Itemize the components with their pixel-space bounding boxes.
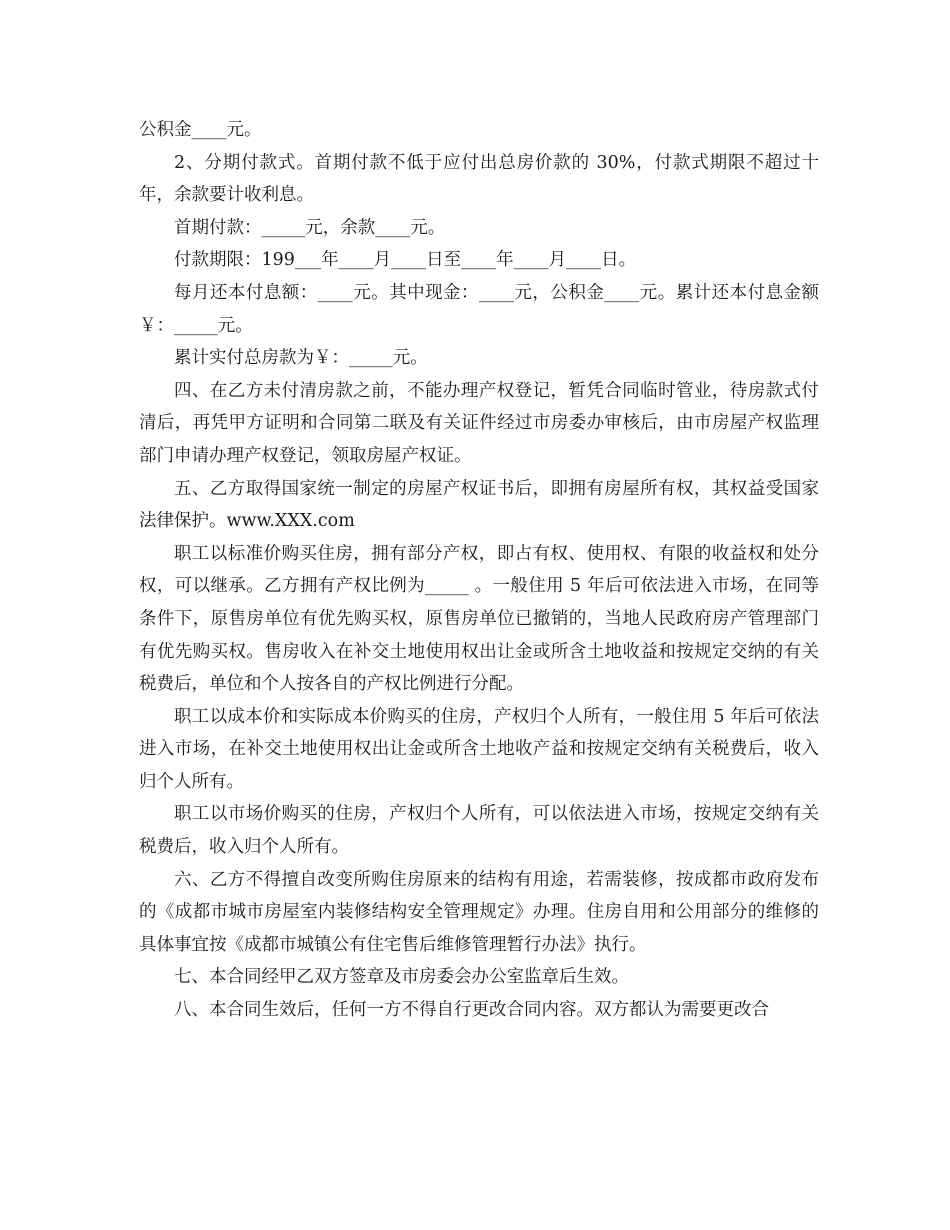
paragraph-standard-price: 职工以标准价购买住房，拥有部分产权，即占有权、使用权、有限的收益权和处分权，可以继承。乙方拥有产权比例为_____ 。一般住用 5 年后可依法进入市场，在同等条件下，原售房单位有优先购买权，原售房单位已撤销的，当地人民政府房产管理部门有优先购买权。售房收入在补交土地使用权出让金或所含土地收益和按规定交纳的有关税费后，单位和个人按各自的产权比例进行分配。 (139, 543, 819, 695)
paragraph-clause-seven: 七、本合同经甲乙双方签章及市房委会办公室监章后生效。 (174, 967, 629, 988)
paragraph-cost-price: 职工以成本价和实际成本价购买的住房，产权归个人所有，一般住用 5 年后可依法进入市场，在补交土地使用权出让金或所含土地收产益和按规定交纳有关税费后，收入归个人所有。 (139, 706, 819, 792)
paragraph-clause-five: 五、乙方取得国家统一制定的房屋产权证书后，即拥有房屋所有权，其权益受国家法律保护。www.XXX.com (139, 478, 819, 532)
paragraph-clause-six: 六、乙方不得擅自改变所购住房原来的结构有用途，若需装修，按成都市政府发布的《成都市城市房屋室内装修结构安全管理规定》办理。住房自用和公用部分的维修的具体事宜按《成都市城镇公有住宅售后维修管理暂行办法》执行。 (139, 869, 819, 955)
paragraph-installment-payment: 2、分期付款式。首期付款不低于应付出总房价款的 30%，付款式期限不超过十年，余款要计收利息。 (139, 152, 819, 206)
paragraph-market-price: 职工以市场价购买的住房，产权归个人所有，可以依法进入市场，按规定交纳有关税费后，收入归个人所有。 (139, 804, 819, 858)
paragraph-payment-period: 付款期限：199___年____月____日至____年____月____日。 (174, 250, 637, 271)
document-body (139, 114, 819, 1027)
paragraph-down-payment: 首期付款：_____元，余款____元。 (174, 217, 446, 238)
paragraph-housing-fund-continuation: 公积金____元。 (139, 120, 262, 140)
paragraph-total-payment: 累计实付总房款为￥：_____元。 (174, 348, 428, 369)
paragraph-clause-four: 四、在乙方未付清房款之前，不能办理产权登记，暂凭合同临时管业，待房款式付清后，再凭甲方证明和合同第二联及有关证件经过市房委办审核后，由市房屋产权监理部门申请办理产权登记，领取房屋产权证。 (139, 380, 819, 466)
paragraph-monthly-repayment: 每月还本付息额：____元。其中现金：____元，公积金____元。累计还本付息金额￥：_____元。 (139, 282, 819, 336)
paragraph-clause-eight: 八、本合同生效后，任何一方不得自行更改合同内容。双方都认为需要更改合 (174, 1000, 769, 1021)
